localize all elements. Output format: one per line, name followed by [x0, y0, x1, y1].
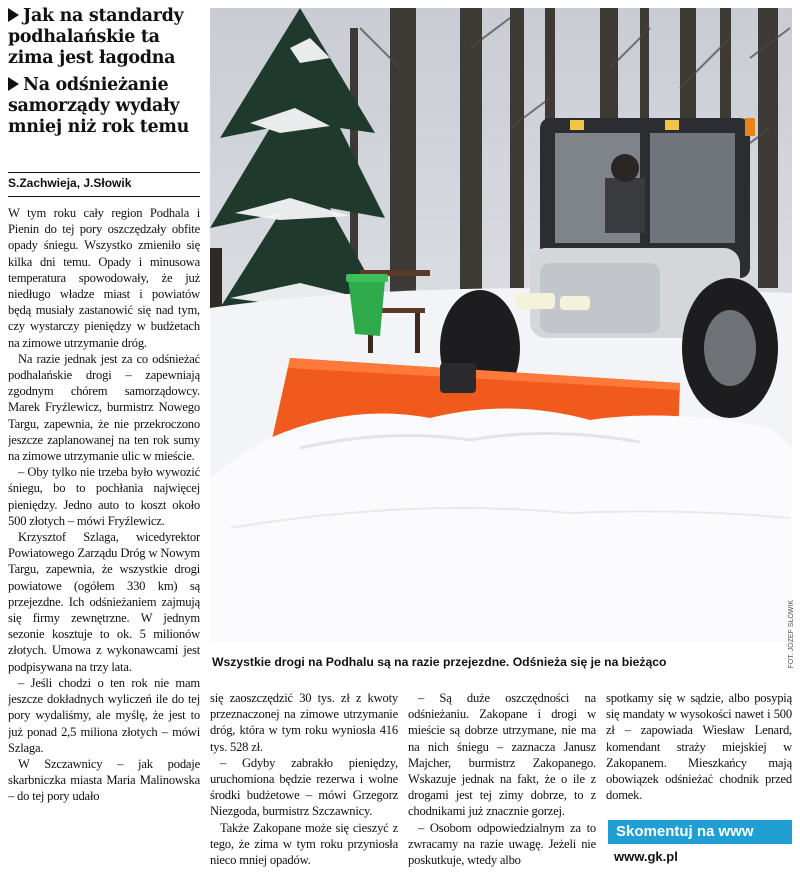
divider: [8, 172, 200, 173]
paragraph: – Jeśli chodzi o ten rok nie mam jeszcze dokładnych wyliczeń ile do tej pory wydaliśmy, ale myślę, że jest to już ponad 2,5 miliona złotych – mówi Szlaga.: [8, 675, 200, 755]
paragraph: W Szczawnicy – jak podaje skarbniczka miasta Maria Malinowska – do tej pory udało: [8, 756, 200, 804]
article-column-4: [606, 690, 792, 815]
comment-button-label: Skomentuj na www: [616, 823, 754, 840]
photo-credit: FOT. JÓZEF SŁOWIK: [788, 600, 795, 669]
triangle-bullet-icon: [8, 8, 19, 22]
triangle-bullet-icon: [8, 77, 19, 91]
paragraph: – Oby tylko nie trzeba było wywozić śniegu, bo to pochłania najwięcej pieniędzy. Jedno auto to koszt około 500 złotych – mówi Fryźlewicz.: [8, 465, 200, 528]
tractor-snowplow-illustration: [210, 8, 792, 642]
paragraph: – Osobom odpowiedzialnym za to zwracamy na razie uwagę. Jeżeli nie poskutkuje, wtedy albo: [408, 820, 596, 868]
paragraph: – Są duże oszczędności na odśnieżaniu. Zakopane i drogi w mieście są dobrze utrzymane, nie ma na nich śniegu – zaznacza Janusz Majcher, burmistrz Zakopanego. Wskazuje jednak na fakt, że o ile z drogami jest tej zimy dobrze, to z chodnikami już znacznie gorzej.: [408, 691, 596, 819]
headline-2: Na odśnieżanie samorządy wydały mniej niż rok temu: [8, 75, 190, 137]
paragraph: Także Zakopane może się cieszyć z tego, że zima w tym roku przyniosła nieco mniej opadów.: [210, 820, 398, 868]
article-column-2: [210, 690, 398, 890]
comment-button[interactable]: [608, 820, 792, 844]
paragraph: W tym roku cały region Podhala i Pienin do tej pory oszczędzały obfite opady śniegu. Wszystko zmieniło się kilka dni temu. Opady i minusowa temperatura spowodowały, że już niedługo władze miast i powiatów będą musiały zastanowić się nad tym, czy wystarczy pieniędzy w budżetach na zimowe utrzymanie dróg.: [8, 206, 200, 350]
headline-block: [8, 6, 200, 144]
byline: S.Zachwieja, J.Słowik: [8, 176, 132, 190]
article-column-3: [408, 690, 596, 890]
paragraph: się zaoszczędzić 30 tys. zł z kwoty przeznaczonej na zimowe utrzymanie dróg, która w tym roku wyniosła 416 tys. 528 zł.: [210, 691, 398, 754]
snowplow-photo: [210, 8, 792, 642]
headline-1: Jak na standardy podhalańskie ta zima jest łagodna: [8, 6, 184, 68]
paragraph: Na razie jednak jest za co odśnieżać podhalańskie drogi – zapewniają zgodnym chórem samorządowcy. Marek Fryźlewicz, burmistrz Nowego Targu, zapewnia, że nie przekroczono jeszcze zaplanowanej na ten rok sumy na zimowe utrzymanie ulic w mieście.: [8, 351, 200, 464]
paragraph: – Gdyby zabrakło pieniędzy, uruchomiona będzie rezerwa i wolne środki budżetowe – mówi Grzegorz Niezgoda, burmistrz Szczawnicy.: [210, 755, 398, 819]
paragraph: Krzysztof Szlaga, wicedyrektor Powiatowego Zarządu Dróg w Nowym Targu, zapewnia, że wszystkie drogi powiatowe (ogółem 330 km) są przejezdne. Ich odśnieżaniem zajmują się firmy zewnętrzne. W jednym sezonie kosztuje to ok. 5 milionów złotych. Umowa z wykonawcami jest podpisywana na trzy lata.: [8, 530, 200, 674]
website-link[interactable]: www.gk.pl: [614, 849, 678, 864]
article-column-1: [8, 205, 200, 889]
photo-caption: Wszystkie drogi na Podhalu są na razie przejezdne. Odśnieża się je na bieżąco: [212, 655, 667, 669]
paragraph: spotkamy się w sądzie, albo posypią się mandaty w wysokości nawet i 500 zł – zapowiada Wiesław Lenard, komendant straży miejskiej w Zakopanem. Mieszkańcy mają obowiązek odśnieżać chodnik przed domek.: [606, 691, 792, 803]
divider: [8, 196, 200, 197]
